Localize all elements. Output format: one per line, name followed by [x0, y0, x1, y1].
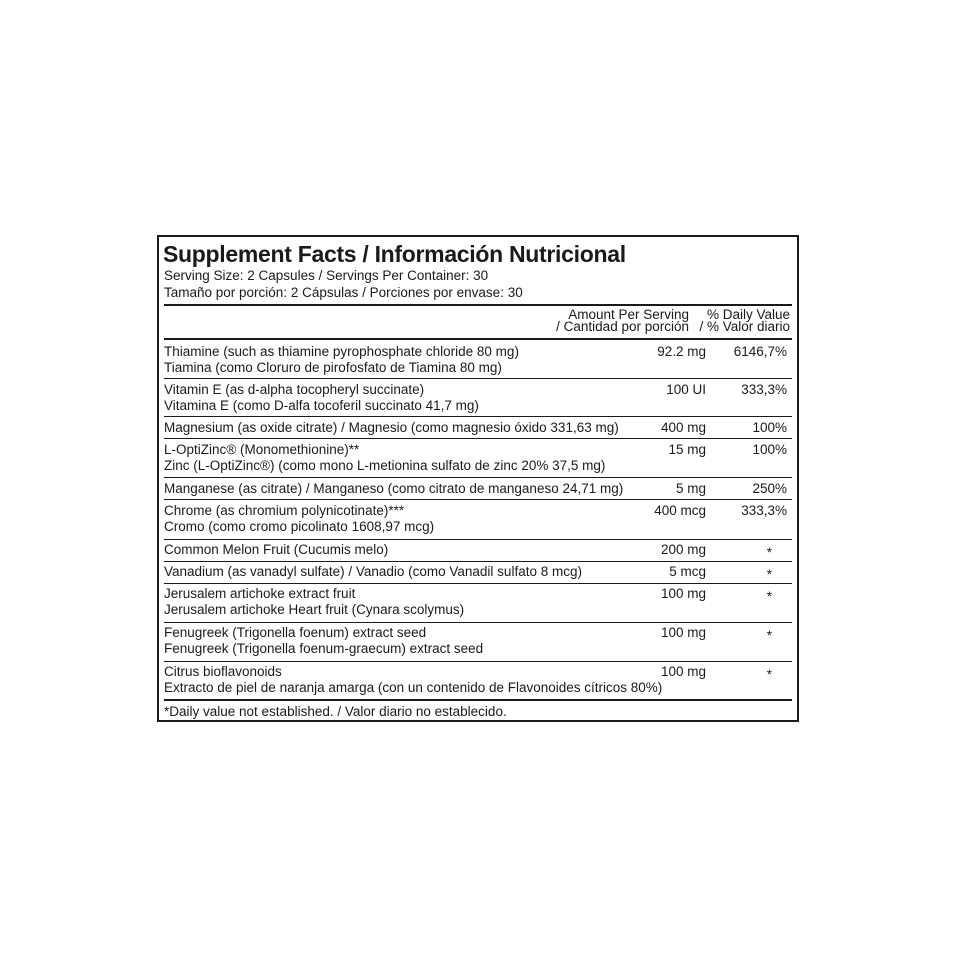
- nutrient-daily-value: 333,3%: [741, 382, 787, 397]
- nutrient-daily-value: *: [766, 545, 772, 560]
- nutrient-name: Common Melon Fruit (Cucumis melo): [164, 542, 389, 557]
- divider: [164, 304, 792, 306]
- amount-header-line2: / Cantidad por porción: [556, 319, 689, 334]
- nutrient-daily-value: *: [766, 567, 772, 582]
- nutrient-name: Fenugreek (Trigonella foenum) extract seed Fenugreek (Trigonella foenum-graecum) extract seed: [164, 625, 484, 656]
- daily-value-header: [689, 309, 790, 333]
- amount-header-line1: Amount Per Serving: [568, 307, 689, 322]
- footnote: *Daily value not established. / Valor diario no establecido.: [164, 704, 507, 719]
- divider: [164, 583, 792, 584]
- nutrient-amount: 100 UI: [666, 382, 706, 397]
- divider: [164, 561, 792, 562]
- nutrient-daily-value: 250%: [752, 481, 787, 496]
- nutrient-amount: 5 mg: [675, 481, 706, 496]
- nutrient-name: Vitamin E (as d-alpha tocopheryl succinate) Vitamina E (como D-alfa tocoferil succinato 41,7 mg): [164, 382, 479, 413]
- nutrient-daily-value: 100%: [752, 420, 787, 435]
- nutrient-name: Jerusalem artichoke extract fruit Jerusalem artichoke Heart fruit (Cynara scolymus): [164, 586, 465, 617]
- nutrient-daily-value: 6146,7%: [733, 344, 787, 359]
- nutrient-amount: 100 mg: [660, 586, 706, 601]
- divider: [164, 378, 792, 379]
- nutrient-daily-value: 333,3%: [741, 503, 787, 518]
- nutrient-daily-value: *: [766, 628, 772, 643]
- nutrient-amount: 100 mg: [660, 625, 706, 640]
- nutrient-amount: 15 mg: [668, 442, 706, 457]
- panel-title: Supplement Facts / Información Nutricional: [163, 241, 626, 267]
- divider: [164, 699, 792, 701]
- nutrient-amount: 100 mg: [660, 664, 706, 679]
- nutrient-daily-value: *: [766, 589, 772, 604]
- nutrient-name: Manganese (as citrate) / Manganeso (como citrato de manganeso 24,71 mg): [164, 481, 624, 496]
- divider: [164, 661, 792, 662]
- divider: [164, 539, 792, 540]
- nutrient-name: Thiamine (such as thiamine pyrophosphate chloride 80 mg) Tiamina (como Cloruro de pirofosfato de Tiamina 80 mg): [164, 344, 519, 375]
- nutrient-amount: 200 mg: [660, 542, 706, 557]
- nutrient-amount: 92.2 mg: [657, 344, 706, 359]
- nutrient-name: L-OptiZinc® (Monomethionine)** Zinc (L-OptiZinc®) (como mono L-metionina sulfato de zinc 20% 37,5 mg): [164, 442, 606, 473]
- divider: [164, 477, 792, 478]
- divider: [164, 438, 792, 439]
- divider: [164, 416, 792, 417]
- nutrient-name: Citrus bioflavonoids Extracto de piel de naranja amarga (con un contenido de Flavonoides cítricos 80%): [164, 664, 663, 695]
- nutrient-name: Magnesium (as oxide citrate) / Magnesio (como magnesio óxido 331,63 mg): [164, 420, 619, 435]
- nutrient-amount: 5 mcg: [669, 564, 706, 579]
- nutrient-name: Chrome (as chromium polynicotinate)*** Cromo (como cromo picolinato 1608,97 mcg): [164, 503, 435, 534]
- nutrient-daily-value: *: [766, 667, 772, 682]
- serving-size: Serving Size: 2 Capsules / Servings Per Container: 30: [164, 268, 489, 283]
- divider: [164, 499, 792, 500]
- serving-size-es: Tamaño por porción: 2 Cápsulas / Porciones por envase: 30: [164, 285, 523, 300]
- supplement-facts-panel: [157, 235, 799, 722]
- divider: [164, 622, 792, 623]
- nutrient-amount: 400 mg: [660, 420, 706, 435]
- nutrient-amount: 400 mcg: [654, 503, 706, 518]
- dv-header-line2: / % Valor diario: [699, 319, 790, 334]
- divider: [164, 338, 792, 340]
- nutrient-name: Vanadium (as vanadyl sulfate) / Vanadio (como Vanadil sulfato 8 mcg): [164, 564, 582, 579]
- amount-header: [534, 309, 689, 333]
- dv-header-line1: % Daily Value: [706, 307, 790, 322]
- nutrient-daily-value: 100%: [752, 442, 787, 457]
